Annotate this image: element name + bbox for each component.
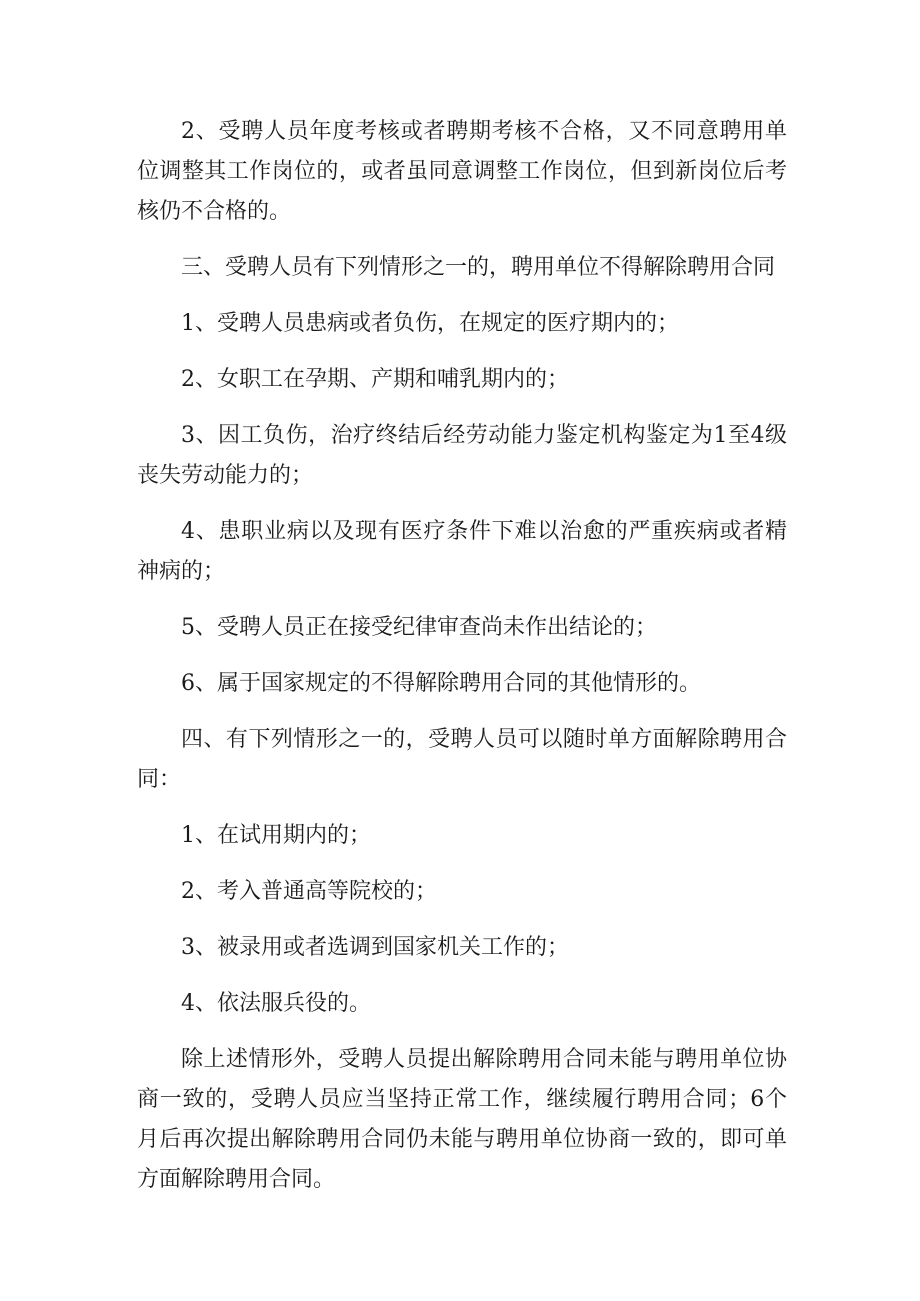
paragraph-section-3-item-5: 5、受聘人员正在接受纪律审查尚未作出结论的；	[181, 615, 657, 640]
paragraph-closing-provision: 除上述情形外，受聘人员提出解除聘用合同未能与聘用单位协商一致的，受聘人员应当坚持正常工作，继续履行聘用合同；6个月后再次提出解除聘用合同仍未能与聘用单位协商一致的，即可单方面解除聘用合同。	[137, 1047, 787, 1192]
paragraph-clause-2-assessment: 2、受聘人员年度考核或者聘期考核不合格，又不同意聘用单位调整其工作岗位的，或者虽同意调整工作岗位，但到新岗位后考核仍不合格的。	[137, 119, 787, 224]
paragraph-section-4-heading: 四、有下列情形之一的，受聘人员可以随时单方面解除聘用合同：	[137, 727, 787, 792]
paragraph-section-3-item-4: 4、患职业病以及现有医疗条件下难以治愈的严重疾病或者精神病的；	[137, 519, 787, 584]
paragraph-section-3-item-1: 1、受聘人员患病或者负伤，在规定的医疗期内的；	[181, 311, 679, 336]
paragraph-section-3-item-3: 3、因工负伤，治疗终结后经劳动能力鉴定机构鉴定为1至4级丧失劳动能力的；	[137, 423, 787, 488]
document-body	[137, 112, 787, 1216]
paragraph-section-4-item-3: 3、被录用或者选调到国家机关工作的；	[181, 935, 569, 960]
paragraph-section-3-item-2: 2、女职工在孕期、产期和哺乳期内的；	[181, 367, 569, 392]
paragraph-section-3-heading: 三、受聘人员有下列情形之一的，聘用单位不得解除聘用合同	[181, 255, 776, 280]
paragraph-section-3-item-6: 6、属于国家规定的不得解除聘用合同的其他情形的。	[181, 671, 701, 696]
paragraph-section-4-item-1: 1、在试用期内的；	[181, 823, 371, 848]
paragraph-section-4-item-4: 4、依法服兵役的。	[181, 991, 371, 1016]
paragraph-section-4-item-2: 2、考入普通高等院校的；	[181, 879, 437, 904]
